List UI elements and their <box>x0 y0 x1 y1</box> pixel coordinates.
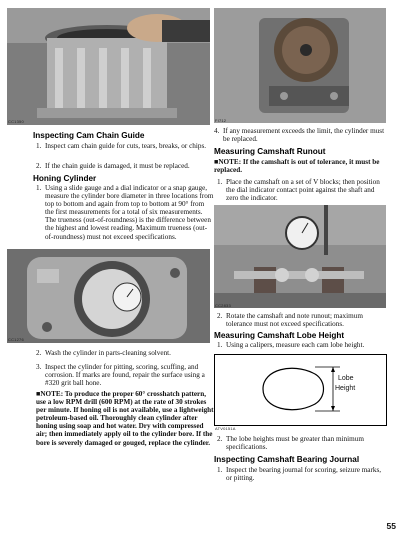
photo-caption: ATV0151A <box>215 426 236 431</box>
runout-note: ■NOTE: If the camshaft is out of tolerance, it must be replaced. <box>214 158 380 175</box>
photo-caption: FI712 <box>215 118 227 123</box>
photo-caption: CC1276 <box>8 337 24 342</box>
list-item: 1. Inspect cam chain guide for cuts, tears, breaks, or chips. <box>36 142 207 150</box>
list-item: 2. If the chain guide is damaged, it must be replaced. <box>36 162 190 170</box>
lobe-height-diagram <box>214 354 387 426</box>
height-label: Height <box>335 385 356 392</box>
list-item: 1. Using a slide gauge and a dial indicator or a snap gauge, measure the cylinder bore diameter in three locations from top to bottom and again from top to bottom at 90° from the first measurements for a total of six measurements. The trueness (out-of-roundness) is the difference between the highest and lowest reading. Maximum trueness (out-of-roundness) must not exceed specifications. <box>36 184 214 241</box>
runout-photo <box>214 205 386 308</box>
list-item: 2. Rotate the camshaft and note runout; maximum tolerance must not exceed specifications. <box>217 312 363 329</box>
lobe-label: Lobe <box>338 375 354 382</box>
cylinder-photo <box>7 8 210 125</box>
list-item: 3. Inspect the cylinder for pitting, scoring, scuffing, and corrosion. If marks are found, repair the surface using a #320 grit ball hone. <box>36 363 205 388</box>
heading-honing-cylinder: Honing Cylinder <box>33 174 97 183</box>
photo-caption: CC2833 <box>215 303 231 308</box>
list-item: 2. The lobe heights must be greater than minimum specifications. <box>217 435 364 452</box>
camshaft-photo <box>214 8 386 123</box>
list-item: 1. Inspect the bearing journal for scoring, seizure marks, or pitting. <box>217 466 382 483</box>
heading-cam-chain-guide: Inspecting Cam Chain Guide <box>33 131 145 140</box>
cam-lobe-outline <box>215 355 386 425</box>
photo-caption: CC1350 <box>8 119 24 124</box>
honing-note: ■NOTE: To produce the proper 60° crosshatch pattern, use a low RPM drill (600 RPM) at the rate of 30 strokes per minute. If honing oil is not available, use a lightweight petroleum-based oil. Thoroughly clean cylinder after honing using soap and hot water. Dry with compressed air; then immediately apply oil to the cylinder bore. If the bore is severely damaged or gouged, replace the cylinder. <box>36 390 214 447</box>
heading-camshaft-runout: Measuring Camshaft Runout <box>214 147 326 156</box>
list-item: 2. Wash the cylinder in parts-cleaning solvent. <box>36 349 171 357</box>
list-item: 4. If any measurement exceeds the limit, the cylinder must be replaced. <box>214 127 385 144</box>
list-item: 1. Using a calipers, measure each cam lobe height. <box>217 341 365 349</box>
heading-camshaft-bearing-journal: Inspecting Camshaft Bearing Journal <box>214 455 360 464</box>
page-number: 55 <box>386 521 396 531</box>
dial-gauge-photo <box>7 249 210 343</box>
list-item: 1. Place the camshaft on a set of V blocks; then position the dial indicator contact point against the shaft and zero the indicator. <box>217 178 380 203</box>
heading-camshaft-lobe-height: Measuring Camshaft Lobe Height <box>214 331 345 340</box>
